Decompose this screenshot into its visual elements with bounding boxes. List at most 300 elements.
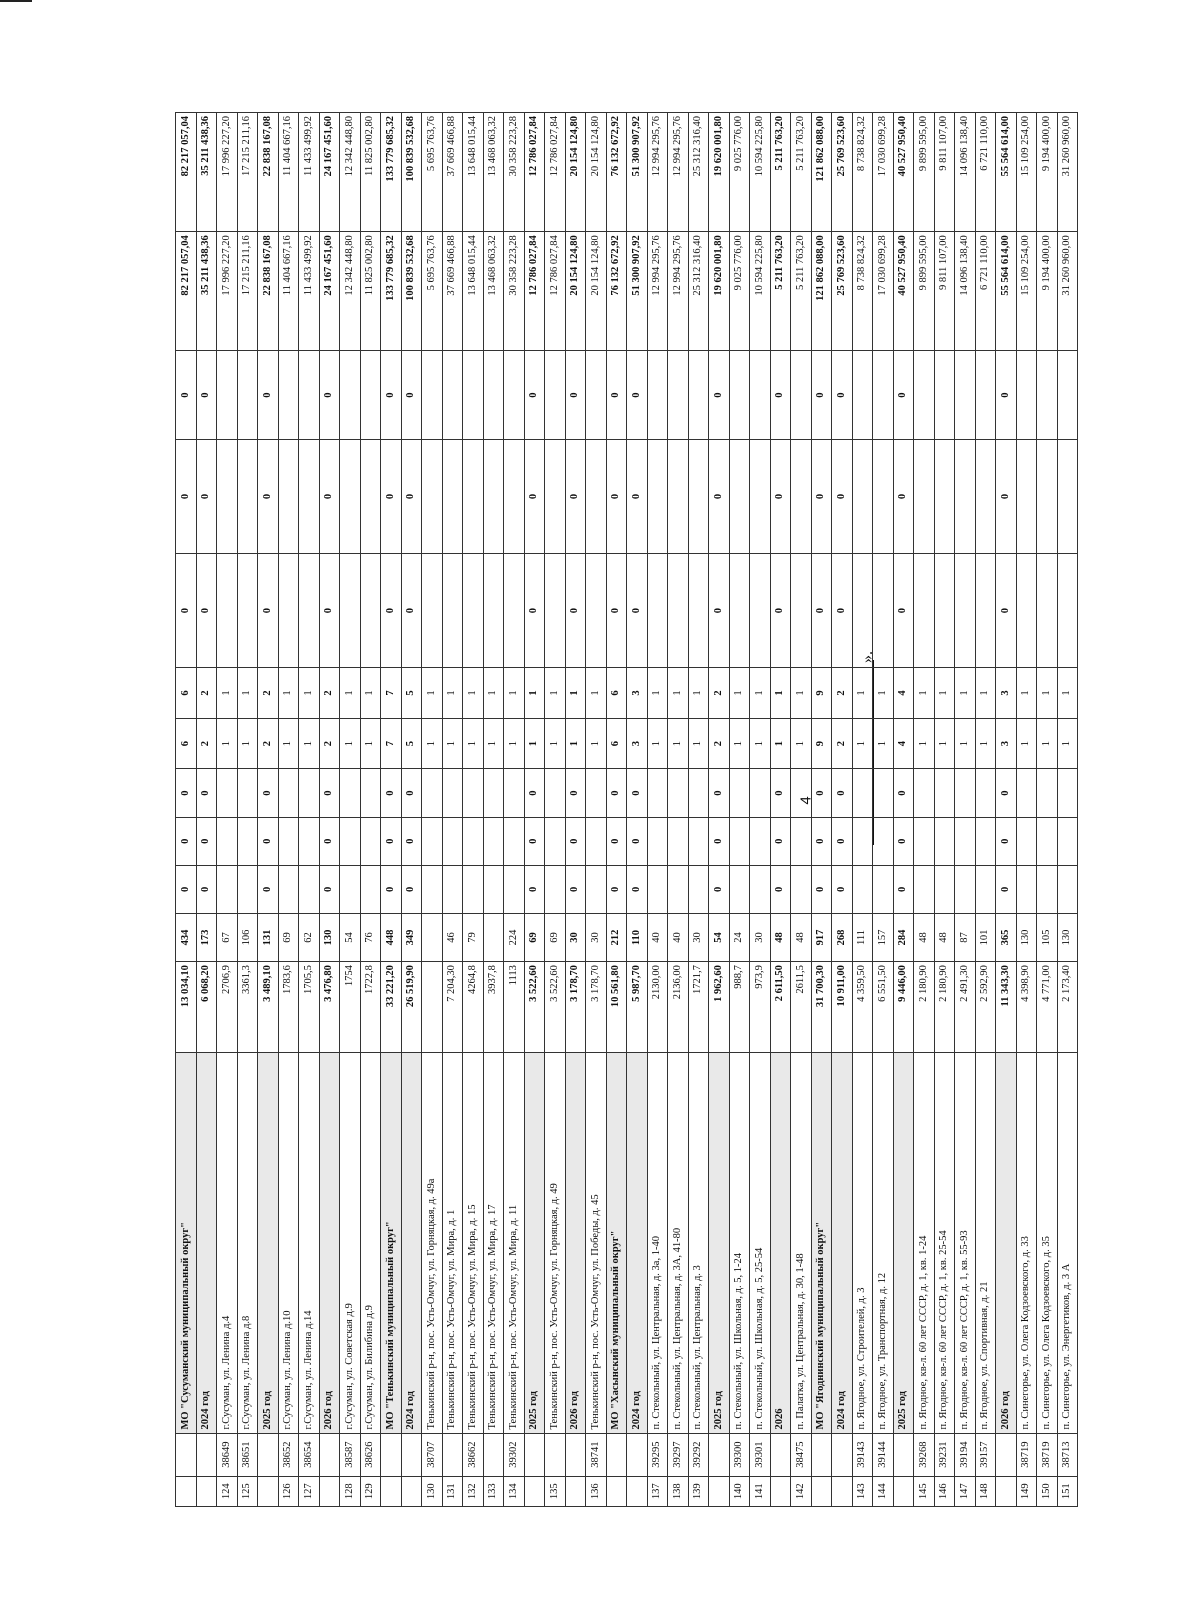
cell-c7: 0 bbox=[606, 769, 627, 817]
cell-c11 bbox=[360, 440, 381, 554]
cell-c12 bbox=[975, 351, 996, 440]
cell-c12 bbox=[422, 351, 443, 440]
cell-c12 bbox=[586, 351, 607, 440]
cell-c5 bbox=[463, 865, 484, 913]
cell-row-no bbox=[709, 1476, 730, 1506]
cell-cost-total: 6 721 110,00 bbox=[975, 232, 996, 351]
cell-cost-fund: 37 669 466,88 bbox=[442, 113, 463, 232]
cell-c6 bbox=[1037, 817, 1058, 865]
cell-c8: 2 bbox=[258, 718, 279, 769]
cell-address: 2025 год bbox=[893, 1053, 914, 1433]
cell-residents: 130 bbox=[319, 913, 340, 961]
cell-row-no: 139 bbox=[688, 1476, 709, 1506]
cell-c12 bbox=[442, 351, 463, 440]
cell-c9: 6 bbox=[176, 668, 197, 719]
table-row bbox=[852, 113, 873, 1507]
cell-cost-total: 35 211 438,36 bbox=[196, 232, 217, 351]
cell-cost-fund: 12 994 295,76 bbox=[668, 113, 689, 232]
cell-c12: 0 bbox=[811, 351, 832, 440]
cell-object-id bbox=[996, 1433, 1017, 1476]
table-row bbox=[422, 113, 443, 1507]
table-row bbox=[668, 113, 689, 1507]
cell-c11: 0 bbox=[832, 440, 853, 554]
cell-address: п. Ягодное, кв-л. 60 лет СССР, д. 1, кв. 25-54 bbox=[934, 1053, 955, 1433]
cell-c9: 1 bbox=[1037, 668, 1058, 719]
cell-c12 bbox=[340, 351, 361, 440]
cell-c6: 0 bbox=[176, 817, 197, 865]
cell-c11 bbox=[586, 440, 607, 554]
cell-c12: 0 bbox=[565, 351, 586, 440]
cell-area: 2 173,40 bbox=[1057, 962, 1078, 1053]
cell-c6 bbox=[504, 817, 525, 865]
cell-c10 bbox=[586, 554, 607, 668]
cell-object-id bbox=[709, 1433, 730, 1476]
cell-c7 bbox=[955, 769, 976, 817]
cell-c9: 1 bbox=[873, 668, 894, 719]
table-row-subtotal bbox=[606, 113, 627, 1507]
cell-cost-total: 30 358 223,28 bbox=[504, 232, 525, 351]
cell-c5 bbox=[442, 865, 463, 913]
cell-c6 bbox=[688, 817, 709, 865]
rotated-table-container bbox=[175, 112, 1073, 1507]
cell-c6: 0 bbox=[709, 817, 730, 865]
cell-c8: 1 bbox=[299, 718, 320, 769]
cell-c5: 0 bbox=[996, 865, 1017, 913]
cell-cost-total: 13 468 063,32 bbox=[483, 232, 504, 351]
cell-c5 bbox=[647, 865, 668, 913]
cell-c7: 0 bbox=[832, 769, 853, 817]
cell-cost-fund: 22 838 167,08 bbox=[258, 113, 279, 232]
cell-c8: 1 bbox=[914, 718, 935, 769]
cell-c8: 2 bbox=[832, 718, 853, 769]
cell-c5 bbox=[750, 865, 771, 913]
cell-residents: 46 bbox=[442, 913, 463, 961]
cell-cost-total: 9 811 107,00 bbox=[934, 232, 955, 351]
cell-area: 1783,6 bbox=[278, 962, 299, 1053]
cell-cost-total: 20 154 124,80 bbox=[565, 232, 586, 351]
cell-row-no: 147 bbox=[955, 1476, 976, 1506]
cell-c12 bbox=[360, 351, 381, 440]
cell-cost-total: 12 786 027,84 bbox=[524, 232, 545, 351]
cell-residents: 110 bbox=[627, 913, 648, 961]
cell-object-id bbox=[483, 1433, 504, 1476]
cell-c11 bbox=[668, 440, 689, 554]
cell-c8: 1 bbox=[934, 718, 955, 769]
cell-cost-total: 14 096 138,40 bbox=[955, 232, 976, 351]
cell-c9: 2 bbox=[832, 668, 853, 719]
cell-residents: 48 bbox=[770, 913, 791, 961]
cell-area: 4264,8 bbox=[463, 962, 484, 1053]
cell-object-id: 38649 bbox=[217, 1433, 238, 1476]
cell-area: 2706,9 bbox=[217, 962, 238, 1053]
cell-area: 26 519,90 bbox=[401, 962, 422, 1053]
table-row bbox=[360, 113, 381, 1507]
cell-area: 3 489,10 bbox=[258, 962, 279, 1053]
cell-row-no bbox=[401, 1476, 422, 1506]
cell-c9: 3 bbox=[996, 668, 1017, 719]
cell-row-no: 141 bbox=[750, 1476, 771, 1506]
cell-c8: 1 bbox=[1016, 718, 1037, 769]
cell-c6 bbox=[463, 817, 484, 865]
cell-c5 bbox=[873, 865, 894, 913]
table-row-subtotal bbox=[176, 113, 197, 1507]
cell-row-no bbox=[770, 1476, 791, 1506]
cell-c10 bbox=[934, 554, 955, 668]
cell-c11 bbox=[442, 440, 463, 554]
cell-c8: 4 bbox=[893, 718, 914, 769]
cell-cost-total: 5 211 763,20 bbox=[791, 232, 812, 351]
cell-address: 2026 год bbox=[996, 1053, 1017, 1433]
cell-c8: 1 bbox=[524, 718, 545, 769]
table-row bbox=[688, 113, 709, 1507]
cell-c7: 0 bbox=[709, 769, 730, 817]
cell-c5: 0 bbox=[811, 865, 832, 913]
cell-cost-fund: 10 594 225,80 bbox=[750, 113, 771, 232]
cell-cost-fund: 17 996 227,20 bbox=[217, 113, 238, 232]
cell-cost-fund: 12 994 295,76 bbox=[647, 113, 668, 232]
cell-c6: 0 bbox=[401, 817, 422, 865]
cell-c11: 0 bbox=[401, 440, 422, 554]
cell-c6 bbox=[278, 817, 299, 865]
cell-cost-total: 20 154 124,80 bbox=[586, 232, 607, 351]
cell-c9: 1 bbox=[1057, 668, 1078, 719]
cell-c6 bbox=[217, 817, 238, 865]
cell-c11 bbox=[422, 440, 443, 554]
cell-cost-total: 25 769 523,60 bbox=[832, 232, 853, 351]
cell-c5: 0 bbox=[832, 865, 853, 913]
cell-c7 bbox=[1037, 769, 1058, 817]
cell-row-no: 149 bbox=[1016, 1476, 1037, 1506]
cell-c7: 0 bbox=[524, 769, 545, 817]
cell-c10 bbox=[340, 554, 361, 668]
cell-area: 2 592,90 bbox=[975, 962, 996, 1053]
table-row-subtotal bbox=[196, 113, 217, 1507]
cell-c7 bbox=[914, 769, 935, 817]
cell-address: 2024 год bbox=[627, 1053, 648, 1433]
cell-residents: 917 bbox=[811, 913, 832, 961]
cell-cost-total: 9 025 776,00 bbox=[729, 232, 750, 351]
scan-edge-mark bbox=[0, 0, 32, 2]
cell-c9: 1 bbox=[422, 668, 443, 719]
cell-row-no bbox=[381, 1476, 402, 1506]
cell-c10 bbox=[545, 554, 566, 668]
cell-c8: 1 bbox=[463, 718, 484, 769]
cell-cost-total: 82 217 057,04 bbox=[176, 232, 197, 351]
cell-row-no: 124 bbox=[217, 1476, 238, 1506]
cell-c7 bbox=[1016, 769, 1037, 817]
cell-c12: 0 bbox=[381, 351, 402, 440]
cell-residents: 365 bbox=[996, 913, 1017, 961]
cell-c8: 1 bbox=[729, 718, 750, 769]
cell-residents: 79 bbox=[463, 913, 484, 961]
cell-c6: 0 bbox=[524, 817, 545, 865]
cell-c6 bbox=[360, 817, 381, 865]
cell-c10: 0 bbox=[565, 554, 586, 668]
cell-c9: 2 bbox=[196, 668, 217, 719]
cell-address: г.Сусуман, ул. Ленина д.8 bbox=[237, 1053, 258, 1433]
cell-row-no: 129 bbox=[360, 1476, 381, 1506]
cell-c5 bbox=[586, 865, 607, 913]
cell-c11: 0 bbox=[709, 440, 730, 554]
cell-c10: 0 bbox=[401, 554, 422, 668]
cell-cost-fund: 25 312 316,40 bbox=[688, 113, 709, 232]
cell-c7: 0 bbox=[770, 769, 791, 817]
cell-c5 bbox=[360, 865, 381, 913]
cell-c8: 3 bbox=[996, 718, 1017, 769]
cell-cost-fund: 11 433 499,92 bbox=[299, 113, 320, 232]
cell-area: 7 204,30 bbox=[442, 962, 463, 1053]
cell-cost-fund: 13 648 015,44 bbox=[463, 113, 484, 232]
cell-c8: 9 bbox=[811, 718, 832, 769]
cell-c6 bbox=[975, 817, 996, 865]
cell-object-id: 39300 bbox=[729, 1433, 750, 1476]
cell-c12 bbox=[1016, 351, 1037, 440]
cell-c8: 1 bbox=[1037, 718, 1058, 769]
cell-c6: 0 bbox=[258, 817, 279, 865]
cell-residents: 76 bbox=[360, 913, 381, 961]
cell-c6: 0 bbox=[996, 817, 1017, 865]
cell-c12 bbox=[791, 351, 812, 440]
table-row-subtotal bbox=[524, 113, 545, 1507]
cell-row-no: 125 bbox=[237, 1476, 258, 1506]
table-row-subtotal bbox=[381, 113, 402, 1507]
cell-c8: 2 bbox=[319, 718, 340, 769]
cell-area: 1754 bbox=[340, 962, 361, 1053]
cell-cost-total: 13 648 015,44 bbox=[463, 232, 484, 351]
cell-c10 bbox=[852, 554, 873, 668]
cell-c12 bbox=[299, 351, 320, 440]
cell-c8: 1 bbox=[586, 718, 607, 769]
cell-c10: 0 bbox=[770, 554, 791, 668]
cell-c7 bbox=[299, 769, 320, 817]
cell-object-id bbox=[832, 1433, 853, 1476]
cell-c6 bbox=[442, 817, 463, 865]
cell-c9: 1 bbox=[914, 668, 935, 719]
cell-c6 bbox=[873, 817, 894, 865]
cell-area: 1722,8 bbox=[360, 962, 381, 1053]
cell-c12: 0 bbox=[319, 351, 340, 440]
cell-c12 bbox=[688, 351, 709, 440]
cell-cost-total: 55 564 614,00 bbox=[996, 232, 1017, 351]
cell-object-id: 39157 bbox=[975, 1433, 996, 1476]
cell-cost-total: 17 215 211,16 bbox=[237, 232, 258, 351]
cell-address: п. Синегорье, ул. Олега Кодзоевского, д. 35 bbox=[1037, 1053, 1058, 1433]
cell-c9: 9 bbox=[811, 668, 832, 719]
cell-area bbox=[422, 962, 443, 1053]
cell-address: п. Ягодное, ул. Транспортная, д. 12 bbox=[873, 1053, 894, 1433]
cell-c10 bbox=[1016, 554, 1037, 668]
cell-object-id: 38719 bbox=[1037, 1433, 1058, 1476]
cell-residents: 87 bbox=[955, 913, 976, 961]
cell-c11 bbox=[237, 440, 258, 554]
cell-cost-total: 40 527 950,40 bbox=[893, 232, 914, 351]
cell-cost-total: 25 312 316,40 bbox=[688, 232, 709, 351]
cell-c12 bbox=[955, 351, 976, 440]
cell-c5: 0 bbox=[176, 865, 197, 913]
cell-row-no: 138 bbox=[668, 1476, 689, 1506]
cell-object-id: 39302 bbox=[504, 1433, 525, 1476]
table-row-subtotal bbox=[258, 113, 279, 1507]
cell-c5: 0 bbox=[401, 865, 422, 913]
cell-c5: 0 bbox=[893, 865, 914, 913]
cell-c11: 0 bbox=[770, 440, 791, 554]
cell-c11: 0 bbox=[811, 440, 832, 554]
cell-c11 bbox=[299, 440, 320, 554]
cell-cost-fund: 9 025 776,00 bbox=[729, 113, 750, 232]
cell-address: 2026 год bbox=[565, 1053, 586, 1433]
table-row bbox=[1016, 113, 1037, 1507]
cell-residents: 40 bbox=[647, 913, 668, 961]
cell-c7 bbox=[791, 769, 812, 817]
cell-c12: 0 bbox=[196, 351, 217, 440]
cell-c6 bbox=[955, 817, 976, 865]
cell-c6 bbox=[422, 817, 443, 865]
cell-cost-fund: 5 695 763,76 bbox=[422, 113, 443, 232]
table-row bbox=[463, 113, 484, 1507]
cell-c7 bbox=[217, 769, 238, 817]
cell-c7 bbox=[729, 769, 750, 817]
cell-object-id bbox=[524, 1433, 545, 1476]
cell-c9: 1 bbox=[975, 668, 996, 719]
cell-area: 1721,7 bbox=[688, 962, 709, 1053]
cell-c7 bbox=[647, 769, 668, 817]
cell-c7 bbox=[278, 769, 299, 817]
cell-c11: 0 bbox=[258, 440, 279, 554]
cell-address: г.Сусуман, ул. Советская д.9 bbox=[340, 1053, 361, 1433]
cell-address: Тенькинский р-н, пос. Усть-Омчуг, ул. Мира, д. 11 bbox=[504, 1053, 525, 1433]
cell-c7: 0 bbox=[811, 769, 832, 817]
cell-c12 bbox=[729, 351, 750, 440]
cell-c5 bbox=[688, 865, 709, 913]
cell-cost-fund: 20 154 124,80 bbox=[586, 113, 607, 232]
cell-residents: 69 bbox=[278, 913, 299, 961]
cell-c6 bbox=[668, 817, 689, 865]
cell-cost-fund: 20 154 124,80 bbox=[565, 113, 586, 232]
cell-row-no: 130 bbox=[422, 1476, 443, 1506]
cell-c5 bbox=[1016, 865, 1037, 913]
cell-residents bbox=[483, 913, 504, 961]
cell-area: 3361,3 bbox=[237, 962, 258, 1053]
cell-cost-total: 8 738 824,32 bbox=[852, 232, 873, 351]
cell-c11: 0 bbox=[627, 440, 648, 554]
cell-residents: 284 bbox=[893, 913, 914, 961]
cell-cost-total: 15 109 254,00 bbox=[1016, 232, 1037, 351]
cell-address: 2026 bbox=[770, 1053, 791, 1433]
table-row-subtotal bbox=[832, 113, 853, 1507]
cell-area: 6 068,20 bbox=[196, 962, 217, 1053]
cell-cost-fund: 8 738 824,32 bbox=[852, 113, 873, 232]
cell-c11 bbox=[340, 440, 361, 554]
cell-object-id bbox=[258, 1433, 279, 1476]
cell-row-no: 133 bbox=[483, 1476, 504, 1506]
cell-cost-total: 37 669 466,88 bbox=[442, 232, 463, 351]
cell-cost-fund: 51 300 907,92 bbox=[627, 113, 648, 232]
cell-c7 bbox=[852, 769, 873, 817]
cell-residents: 67 bbox=[217, 913, 238, 961]
table-row-subtotal bbox=[319, 113, 340, 1507]
cell-cost-fund: 5 211 763,20 bbox=[770, 113, 791, 232]
cell-address: г.Сусуман, ул. Ленина д.10 bbox=[278, 1053, 299, 1433]
cell-address: МО "Тенькинский муниципальный округ" bbox=[381, 1053, 402, 1433]
cell-c12 bbox=[278, 351, 299, 440]
cell-cost-total: 11 433 499,92 bbox=[299, 232, 320, 351]
cell-c5: 0 bbox=[381, 865, 402, 913]
cell-row-no bbox=[524, 1476, 545, 1506]
table-row bbox=[955, 113, 976, 1507]
cell-address: п. Ягодное, кв-л. 60 лет СССР, д. 1, кв. 55-93 bbox=[955, 1053, 976, 1433]
cell-c10: 0 bbox=[176, 554, 197, 668]
cell-c12 bbox=[934, 351, 955, 440]
cell-c11 bbox=[647, 440, 668, 554]
cell-c10: 0 bbox=[893, 554, 914, 668]
cell-object-id bbox=[770, 1433, 791, 1476]
cell-c5 bbox=[504, 865, 525, 913]
cell-residents: 131 bbox=[258, 913, 279, 961]
cell-row-no: 150 bbox=[1037, 1476, 1058, 1506]
cell-row-no: 126 bbox=[278, 1476, 299, 1506]
cell-row-no bbox=[606, 1476, 627, 1506]
cell-residents: 434 bbox=[176, 913, 197, 961]
cell-c5 bbox=[955, 865, 976, 913]
cell-cost-fund: 40 527 950,40 bbox=[893, 113, 914, 232]
cell-cost-total: 9 899 595,00 bbox=[914, 232, 935, 351]
cell-object-id bbox=[565, 1433, 586, 1476]
cell-address: Тенькинский р-н, пос. Усть-Омчуг, ул. Мира, д. 1 bbox=[442, 1053, 463, 1433]
closing-quote-mark: ». bbox=[859, 651, 876, 663]
cell-c7 bbox=[668, 769, 689, 817]
cell-address: г.Сусуман, ул. Ленина д.14 bbox=[299, 1053, 320, 1433]
cell-c8: 1 bbox=[873, 718, 894, 769]
cell-c9: 1 bbox=[524, 668, 545, 719]
cell-c10: 0 bbox=[811, 554, 832, 668]
cell-c9: 5 bbox=[401, 668, 422, 719]
cell-c7: 0 bbox=[996, 769, 1017, 817]
cell-cost-fund: 12 342 448,80 bbox=[340, 113, 361, 232]
cell-row-no: 145 bbox=[914, 1476, 935, 1506]
cell-c5 bbox=[791, 865, 812, 913]
cell-row-no: 140 bbox=[729, 1476, 750, 1506]
table-row bbox=[791, 113, 812, 1507]
table-row bbox=[340, 113, 361, 1507]
cell-c10 bbox=[914, 554, 935, 668]
cell-c8: 6 bbox=[606, 718, 627, 769]
cell-c12: 0 bbox=[996, 351, 1017, 440]
cell-c9: 1 bbox=[729, 668, 750, 719]
table-row-subtotal bbox=[627, 113, 648, 1507]
cell-object-id: 38626 bbox=[360, 1433, 381, 1476]
cell-c12: 0 bbox=[524, 351, 545, 440]
cell-c11: 0 bbox=[381, 440, 402, 554]
cell-c12: 0 bbox=[258, 351, 279, 440]
table-row bbox=[750, 113, 771, 1507]
cell-c11 bbox=[1037, 440, 1058, 554]
cell-object-id: 39268 bbox=[914, 1433, 935, 1476]
cell-c12: 0 bbox=[401, 351, 422, 440]
cell-residents: 54 bbox=[709, 913, 730, 961]
cell-c5: 0 bbox=[196, 865, 217, 913]
cell-c9: 6 bbox=[606, 668, 627, 719]
table-row bbox=[729, 113, 750, 1507]
cell-c12 bbox=[750, 351, 771, 440]
cell-c10: 0 bbox=[258, 554, 279, 668]
cell-object-id bbox=[381, 1433, 402, 1476]
cell-c11: 0 bbox=[565, 440, 586, 554]
table-row bbox=[647, 113, 668, 1507]
cell-c10 bbox=[504, 554, 525, 668]
cell-row-no: 134 bbox=[504, 1476, 525, 1506]
cell-c6: 0 bbox=[319, 817, 340, 865]
cell-address: п. Синегорье, ул. Энергетиков, д. 3 А bbox=[1057, 1053, 1078, 1433]
